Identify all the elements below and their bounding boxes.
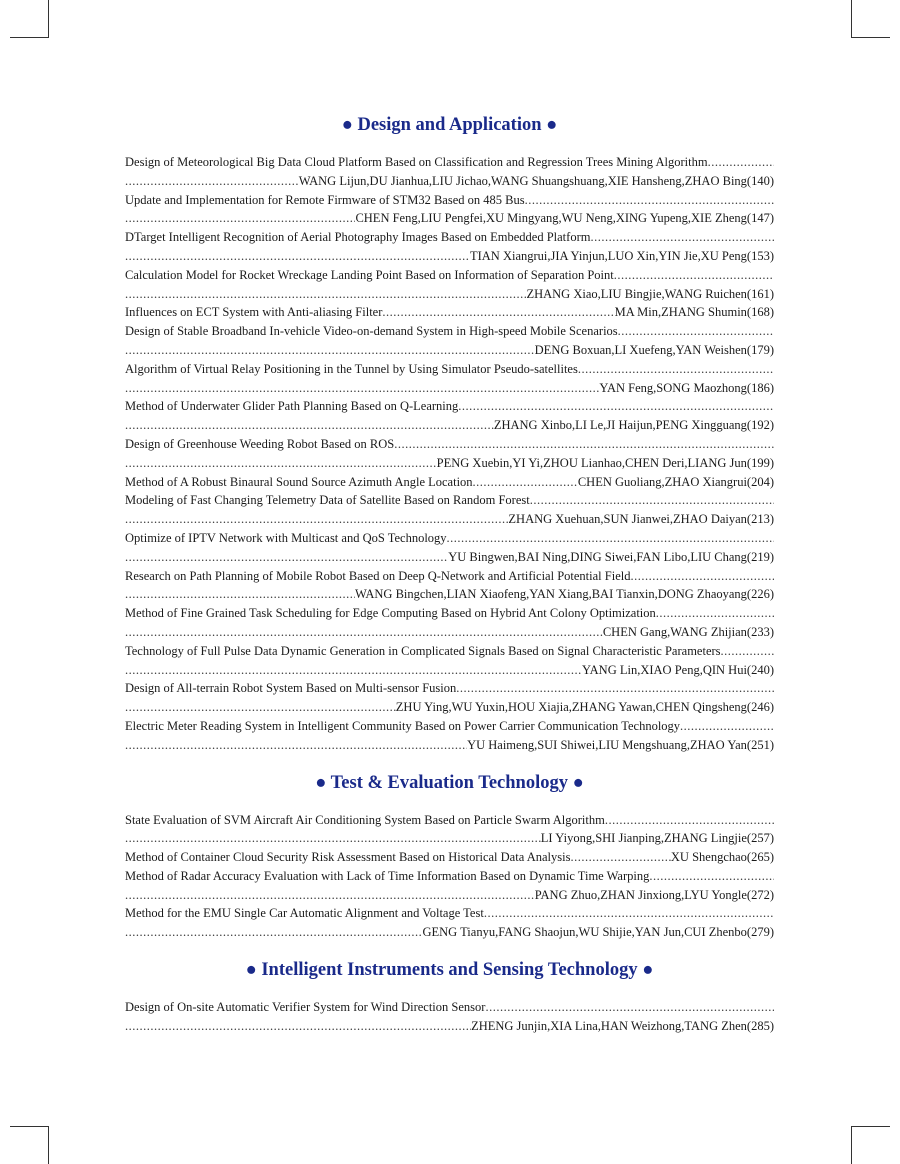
dot-leader [458,397,774,416]
entry-authors: YAN Feng,SONG Maozhong(186) [599,380,774,395]
dot-leader [125,379,599,398]
section-gap [125,755,774,771]
dot-leader [708,153,774,172]
entry-title: DTarget Intelligent Recognition of Aerial Photography Images Based on Embedded Platform [125,230,591,245]
dot-leader [382,303,614,322]
dot-leader [394,435,774,454]
toc-entry[interactable] [125,811,774,849]
dot-leader [630,567,774,586]
entry-authors: ZHENG Junjin,XIA Lina,HAN Weizhong,TANG Zhen(285) [471,1018,774,1033]
entry-title: Calculation Model for Rocket Wreckage Landing Point Based on Information of Separation Point [125,267,614,282]
entry-authors: ZHU Ying,WU Yuxin,HOU Xiajia,ZHANG Yawan,CHEN Qingsheng(246) [395,700,774,715]
entry-title: Electric Meter Reading System in Intelligent Community Based on Power Carrier Communication Technology [125,718,681,733]
entry-authors: ZHANG Xinbo,LI Le,JI Haijun,PENG Xingguang(192) [493,418,774,433]
dot-leader [680,717,774,736]
entry-title: Technology of Full Pulse Data Dynamic Generation in Complicated Signals Based on Signal Characteristic Parameters [125,643,721,658]
dot-leader [125,510,508,529]
crop-mark [852,37,890,38]
dot-leader [125,341,535,360]
section-title: ● Test & Evaluation Technology ● [315,772,584,793]
crop-mark [10,1126,48,1127]
entry-authors: YU Haimeng,SUI Shiwei,LIU Mengshuang,ZHAO Yan(251) [467,737,774,752]
dot-leader [125,585,355,604]
dot-leader [649,867,774,886]
entry-title: Method for the EMU Single Car Automatic Alignment and Voltage Test [125,906,484,921]
crop-mark [852,1126,890,1127]
dot-leader [605,811,774,830]
toc-entry[interactable] [125,191,774,229]
entry-title: Design of All-terrain Robot System Based on Multi-sensor Fusion [125,681,457,696]
entry-title: Method of Fine Grained Task Scheduling for Edge Computing Based on Hybrid Ant Colony Optimization [125,606,656,621]
toc-entry[interactable] [125,228,774,266]
section-title: ● Design and Application ● [341,115,558,135]
dot-leader [614,266,774,285]
entry-authors: XU Shengchao(265) [670,850,774,865]
section-title: ● Intelligent Instruments and Sensing Technology ● [245,960,654,981]
entry-title: Research on Path Planning of Mobile Robot Based on Deep Q-Network and Artificial Potential Field [125,568,631,583]
dot-leader [125,736,467,755]
crop-mark [10,37,48,38]
toc-entry[interactable] [125,322,774,360]
toc-entry[interactable] [125,848,774,867]
toc-entry[interactable] [125,717,774,755]
dot-leader [618,322,774,341]
dot-leader [125,548,448,567]
entry-title: Method of Underwater Glider Path Planning Based on Q-Learning [125,399,459,414]
entry-title: Design of Stable Broadband In-vehicle Video-on-demand System in High-speed Mobile Scenarios [125,324,618,339]
toc-entry[interactable] [125,303,774,322]
toc-entry[interactable] [125,397,774,435]
entry-title: Design of Meteorological Big Data Cloud Platform Based on Classification and Regression Trees Mining Algorithm [125,155,708,169]
entry-authors: PANG Zhuo,ZHAN Jinxiong,LYU Yongle(272) [534,887,774,902]
entry-authors: LI Yiyong,SHI Jianping,ZHANG Lingjie(257) [540,831,774,846]
section-gap [125,942,774,958]
entry-title: Design of On-site Automatic Verifier System for Wind Direction Sensor [125,1000,486,1015]
dot-leader [125,698,396,717]
dot-leader [125,209,355,228]
entry-authors: DENG Boxuan,LI Xuefeng,YAN Weishen(179) [534,342,774,357]
entry-title: Method of A Robust Binaural Sound Source Azimuth Angle Location [125,474,473,489]
entry-title: Method of Container Cloud Security Risk Assessment Based on Historical Data Analysis [125,850,571,865]
dot-leader [125,285,526,304]
dot-leader [456,679,774,698]
crop-mark [48,0,49,38]
dot-leader [570,848,670,867]
entry-authors: PENG Xuebin,YI Yi,ZHOU Lianhao,CHEN Deri,LIANG Jun(199) [436,455,774,470]
entry-title: Design of Greenhouse Weeding Robot Based on ROS [125,436,395,451]
entry-authors: YU Bingwen,BAI Ning,DING Siwei,FAN Libo,LIU Chang(219) [448,549,774,564]
dot-leader [125,172,299,191]
toc-entry[interactable] [125,604,774,642]
crop-mark [851,1126,852,1164]
toc-entry[interactable] [125,435,774,473]
toc-entry[interactable] [125,567,774,605]
crop-mark [48,1126,49,1164]
toc-entry[interactable] [125,529,774,567]
dot-leader [125,1017,471,1036]
toc-entry[interactable] [125,491,774,529]
dot-leader [721,642,774,661]
dot-leader [125,623,603,642]
toc-entry[interactable] [125,867,774,905]
toc-entry[interactable] [125,904,774,942]
entry-authors: WANG Bingchen,LIAN Xiaofeng,YAN Xiang,BAI Tianxin,DONG Zhaoyang(226) [354,587,774,602]
entry-title: Influences on ECT System with Anti-aliasing Filter [125,305,383,320]
toc-entry[interactable] [125,998,774,1036]
entry-authors: GENG Tianyu,FANG Shaojun,WU Shijie,YAN Jun,CUI Zhenbo(279) [422,925,774,940]
dot-leader [656,604,774,623]
entry-authors: TIAN Xiangrui,JIA Yinjun,LUO Xin,YIN Jie,XU Peng(153) [469,248,774,263]
dot-leader [125,454,437,473]
toc-entry[interactable] [125,266,774,304]
dot-leader [473,473,578,492]
dot-leader [525,191,774,210]
entry-title: Algorithm of Virtual Relay Positioning in the Tunnel by Using Simulator Pseudo-satellites [125,361,578,376]
dot-leader [125,416,494,435]
entry-authors: YANG Lin,XIAO Peng,QIN Hui(240) [582,662,774,677]
toc-entry[interactable] [125,679,774,717]
entry-authors: ZHANG Xiao,LIU Bingjie,WANG Ruichen(161) [526,286,774,301]
dot-leader [125,247,470,266]
entry-authors: WANG Lijun,DU Jianhua,LIU Jichao,WANG Shuangshuang,XIE Hansheng,ZHAO Bing(140) [298,173,774,188]
toc-entry[interactable] [125,153,774,191]
toc-entry[interactable] [125,360,774,398]
entry-title: State Evaluation of SVM Aircraft Air Conditioning System Based on Particle Swarm Algorithm [125,812,605,827]
dot-leader [125,829,541,848]
entry-authors: CHEN Gang,WANG Zhijian(233) [602,624,774,639]
dot-leader [125,923,422,942]
dot-leader [530,491,774,510]
entry-title: Method of Radar Accuracy Evaluation with Lack of Time Information Based on Dynamic Time Warping [125,868,650,883]
entry-title: Modeling of Fast Changing Telemetry Data of Satellite Based on Random Forest [125,493,530,508]
entry-title: Update and Implementation for Remote Firmware of STM32 Based on 485 Bus [125,192,525,207]
dot-leader [125,886,535,905]
crop-mark [851,0,852,38]
dot-leader [484,904,774,923]
entry-title: Optimize of IPTV Network with Multicast and QoS Technology [125,530,447,545]
dot-leader [590,228,774,247]
entry-authors: ZHANG Xuehuan,SUN Jianwei,ZHAO Daiyan(213) [508,512,774,527]
toc-entry[interactable] [125,642,774,680]
entry-authors: CHEN Feng,LIU Pengfei,XU Mingyang,WU Neng,XING Yupeng,XIE Zheng(147) [355,211,774,226]
entry-authors: CHEN Guoliang,ZHAO Xiangrui(204) [577,474,774,489]
toc-entry[interactable] [125,473,774,492]
dot-leader [125,661,582,680]
dot-leader [578,360,774,379]
dot-leader [447,529,774,548]
entry-authors: MA Min,ZHANG Shumin(168) [614,305,774,320]
table-of-contents [125,113,774,1036]
dot-leader [485,998,774,1017]
